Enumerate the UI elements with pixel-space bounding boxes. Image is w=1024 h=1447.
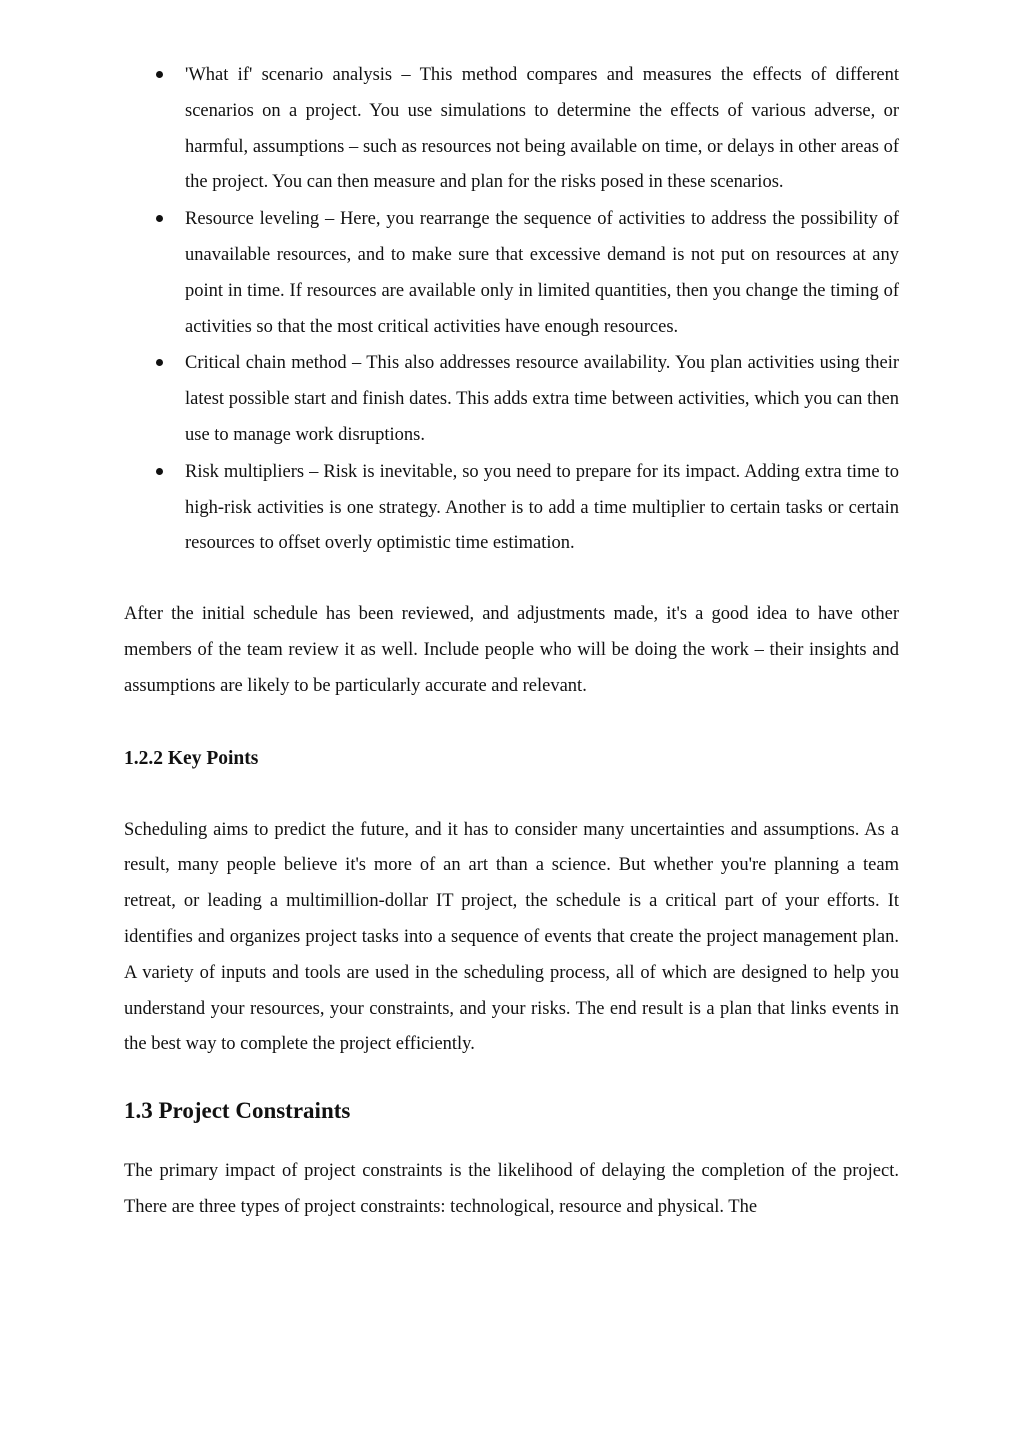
review-paragraph: After the initial schedule has been reviewed, and adjustments made, it's a good idea to have other members of the team review it as well. Include people who will be doing the work – their insights and assumptions are likely to be particularly accurate and relevant. — [124, 604, 899, 696]
list-item-text: Critical chain method – This also addresses resource availability. You plan activities using their latest possible start and finish dates. This adds extra time between activities, which you can then use to manage work disruptions. — [185, 353, 899, 445]
list-item-text: 'What if' scenario analysis – This method compares and measures the effects of different scenarios on a project. You use simulations to determine the effects of various adverse, or harmful, assumptions – such as resources not being available on time, or delays in other areas of the project. You can then measure and plan for the risks posed in these scenarios. — [185, 65, 899, 193]
bullet-icon — [156, 71, 163, 78]
list-item-text: Resource leveling – Here, you rearrange the sequence of activities to address the possibility of unavailable resources, and to make sure that excessive demand is not put on resources at any point in time. If resources are available only in limited quantities, then you change the timing of activities so that the most critical activities have enough resources. — [185, 209, 899, 337]
list-item — [124, 202, 899, 345]
scheduling-techniques-list — [124, 58, 899, 562]
project-constraints-paragraph: The primary impact of project constraints is the likelihood of delaying the completion of the project. There are three types of project constraints: technological, resource and physical. The — [124, 1161, 899, 1217]
list-item — [124, 346, 899, 453]
list-item-text: Risk multipliers – Risk is inevitable, so you need to prepare for its impact. Adding extra time to high-risk activities is one strategy. Another is to add a time multiplier to certain tasks or certain resources to offset overly optimistic time estimation. — [185, 461, 899, 554]
document-page — [124, 58, 899, 1226]
list-item — [124, 455, 899, 562]
list-item — [124, 58, 899, 201]
key-points-paragraph: Scheduling aims to predict the future, and it has to consider many uncertainties and assumptions. As a result, many people believe it's more of an art than a science. But whether you're planning a team retreat, or leading a multimillion-dollar IT project, the schedule is a critical part of your efforts. It identifies and organizes project tasks into a sequence of events that create the project management plan. A variety of inputs and tools are used in the scheduling process, all of which are designed to help you understand your resources, your constraints, and your risks. The end result is a plan that links events in the best way to complete the project efficiently. — [124, 819, 899, 1055]
bullet-icon — [156, 468, 163, 475]
key-points-heading: 1.2.2 Key Points — [124, 747, 259, 769]
bullet-icon — [156, 359, 163, 366]
bullet-icon — [156, 215, 163, 222]
project-constraints-heading: 1.3 Project Constraints — [124, 1098, 351, 1124]
